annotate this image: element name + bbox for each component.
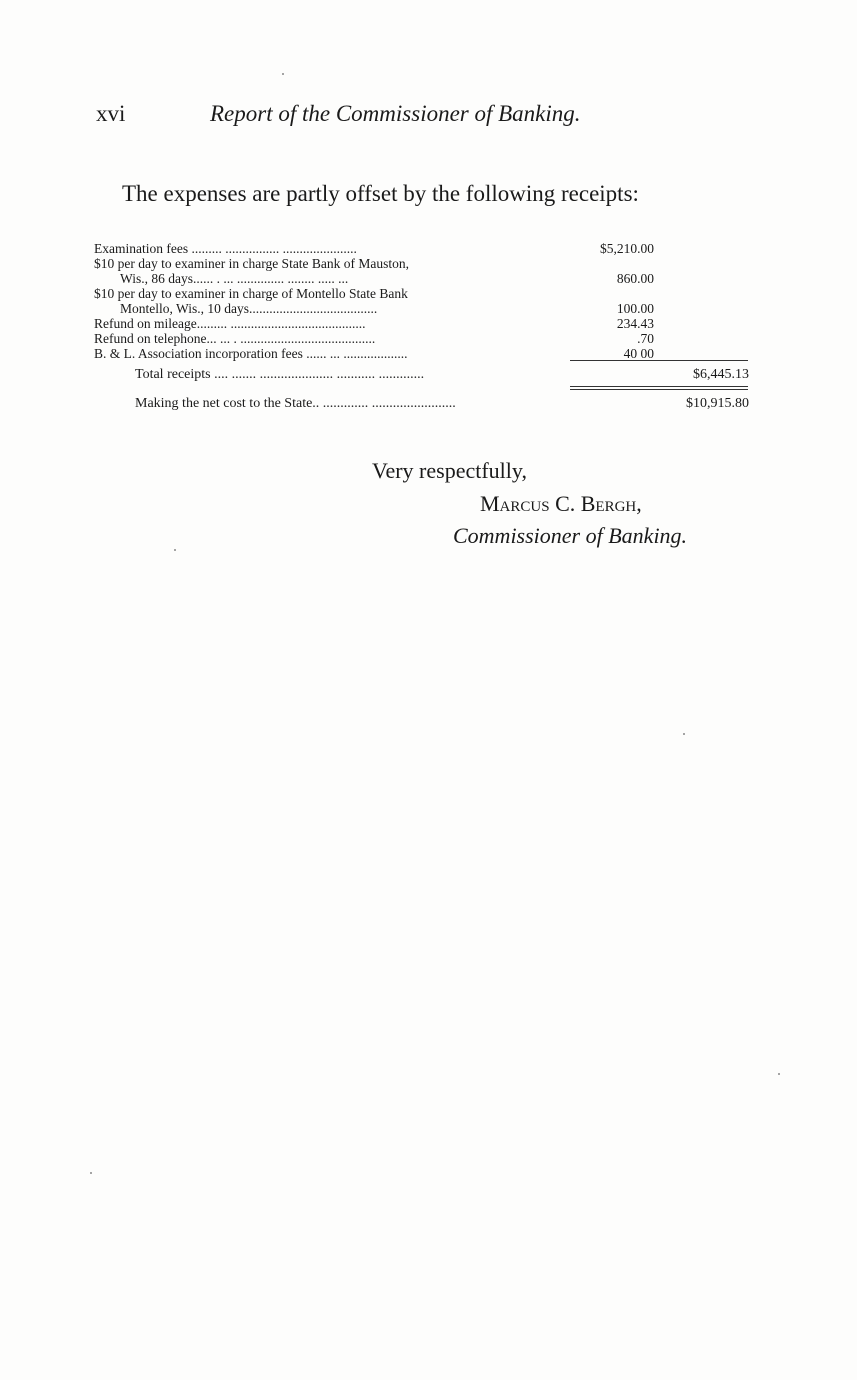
signatory-title: Commissioner of Banking. <box>453 523 688 548</box>
receipt-row-continuation <box>94 271 754 286</box>
receipt-label: Refund on telephone... ... . ........................................ <box>94 331 376 346</box>
paper-speck <box>90 1172 92 1174</box>
salutation: Very respectfully, <box>372 458 527 483</box>
total-receipts-row <box>135 366 749 384</box>
running-title: Report of the Commissioner of Banking. <box>210 101 581 126</box>
receipt-amount: .70 <box>637 331 654 346</box>
receipt-label: Examination fees ......... ................ ...................... <box>94 241 357 256</box>
receipt-row <box>94 316 754 331</box>
receipt-amount: 40 00 <box>623 346 654 361</box>
page-number: xvi <box>96 101 126 126</box>
paper-speck <box>683 733 685 735</box>
receipt-amount: 234.43 <box>616 316 654 331</box>
intro-paragraph: The expenses are partly offset by the following receipts: <box>122 181 639 206</box>
signatory-name: Marcus C. Bergh, <box>480 491 642 516</box>
receipt-row <box>94 241 754 256</box>
receipt-row <box>94 331 754 346</box>
receipt-amount: $5,210.00 <box>600 241 654 256</box>
net-cost-divider-top <box>570 386 748 387</box>
paper-speck <box>282 73 284 75</box>
page-header <box>96 101 656 131</box>
receipt-label: B. & L. Association incorporation fees ...... ... ................... <box>94 346 408 361</box>
receipt-amount: 100.00 <box>616 301 654 316</box>
receipt-label: Refund on mileage......... ........................................ <box>94 316 366 331</box>
paper-speck <box>174 549 176 551</box>
receipt-row-continuation <box>94 301 754 316</box>
net-cost-row <box>135 395 749 413</box>
receipts-table <box>94 241 754 361</box>
total-receipts-label: Total receipts .... ....... ..................... ........... ............. <box>135 367 425 382</box>
total-receipts-amount: $6,445.13 <box>693 367 749 382</box>
receipt-label: $10 per day to examiner in charge State Bank of Mauston, <box>94 256 410 271</box>
receipt-row <box>94 286 754 301</box>
net-cost-divider-bottom <box>570 389 748 390</box>
receipt-label: Wis., 86 days...... . ... .............. ........ ..... ... <box>120 271 349 286</box>
receipt-label: Montello, Wis., 10 days...................................... <box>120 301 378 316</box>
net-cost-label: Making the net cost to the State.. ............. ........................ <box>135 396 456 411</box>
total-divider <box>570 360 748 361</box>
paper-speck <box>778 1073 780 1075</box>
receipt-label: $10 per day to examiner in charge of Montello State Bank <box>94 286 408 301</box>
receipt-row <box>94 256 754 271</box>
receipt-amount: 860.00 <box>616 271 654 286</box>
net-cost-amount: $10,915.80 <box>686 396 749 411</box>
receipt-row <box>94 346 754 361</box>
